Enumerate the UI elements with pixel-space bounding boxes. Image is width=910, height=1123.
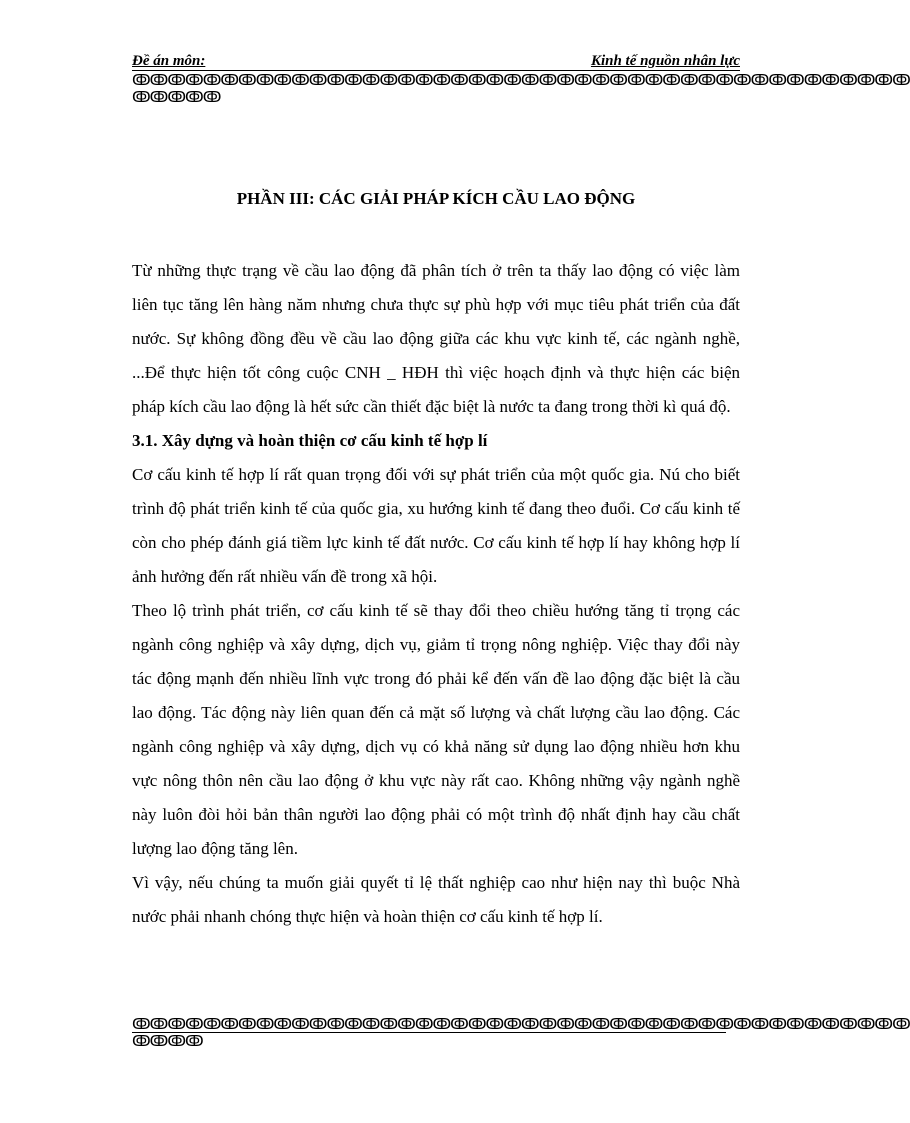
header-subject-label: Kinh tế nguồn nhân lực xyxy=(590,53,740,69)
footer-rule xyxy=(132,1032,726,1033)
body-paragraph-2: Theo lộ trình phát triển, cơ cấu kinh tế sẽ thay đổi theo chiều hướng tăng tỉ trọng các ngành công nghiệp và xây dựng, dịch vụ, giảm tỉ trọng nông nghiệp. Việc thay đổi này tác động mạnh đến nhiều lĩnh vực trong đó phải kể đến vấn đề lao động đặc biệt là cầu lao động. Tác động này liên quan đến cả mặt số lượng và chất lượng cầu lao động. Các ngành công nghiệp và xây dựng, dịch vụ có khả năng sử dụng lao động nhiều hơn khu vực nông thôn nên cầu lao động ở khu vực này rất cao. Không những vậy ngành nghề này luôn đòi hỏi bản thân người lao động phải có một trình độ nhất định hay cầu chất lượng lao động tăng lên. xyxy=(132,601,740,858)
body-paragraph-1: Cơ cấu kinh tế hợp lí rất quan trọng đối với sự phát triển của một quốc gia. Nú cho biết trình độ phát triển kinh tế của quốc gia, xu hướng kinh tế đang theo đuổi. Cơ cấu kinh tế còn cho phép đánh giá tiềm lực kinh tế đất nước. Cơ cấu kinh tế hợp lí hay không hợp lí ảnh hưởng đến rất nhiều vấn đề trong xã hội. xyxy=(132,465,740,586)
header-ornament-border-continuation: ↂↂↂↂↂ xyxy=(132,88,221,106)
document-body xyxy=(132,254,740,934)
intro-paragraph: Từ những thực trạng về cầu lao động đã phân tích ở trên ta thấy lao động có việc làm liên tục tăng lên hàng năm nhưng chưa thực sự phù hợp với mục tiêu phát triển của đất nước. Sự không đồng đều về cầu lao động giữa các khu vực kinh tế, các ngành nghề, ...Để thực hiện tốt công cuộc CNH _ HĐH thì việc hoạch định và thực hiện các biện pháp kích cầu lao động là hết sức cần thiết đặc biệt là nước ta đang trong thời kì quá độ. xyxy=(132,261,740,416)
header-course-label: Đề án môn: xyxy=(132,53,206,69)
footer-ornament-border: ↂↂↂↂↂↂↂↂↂↂↂↂↂↂↂↂↂↂↂↂↂↂↂↂↂↂↂↂↂↂↂↂↂↂↂↂↂↂↂↂↂↂↂↂ xyxy=(132,1015,910,1033)
section-heading: 3.1. Xây dựng và hoàn thiện cơ cấu kinh tế hợp lí xyxy=(132,431,488,450)
header-ornament-border: ↂↂↂↂↂↂↂↂↂↂↂↂↂↂↂↂↂↂↂↂↂↂↂↂↂↂↂↂↂↂↂↂↂↂↂↂↂↂↂↂↂↂↂↂ xyxy=(132,71,910,89)
footer-ornament-border-continuation: ↂↂↂↂ xyxy=(132,1032,203,1050)
body-paragraph-3: Vì vậy, nếu chúng ta muốn giải quyết tỉ lệ thất nghiệp cao như hiện nay thì buộc Nhà nước phải nhanh chóng thực hiện và hoàn thiện cơ cấu kinh tế hợp lí. xyxy=(132,873,740,926)
chapter-title: PHẦN III: CÁC GIẢI PHÁP KÍCH CẦU LAO ĐỘNG xyxy=(236,189,636,208)
page-header xyxy=(132,52,740,71)
